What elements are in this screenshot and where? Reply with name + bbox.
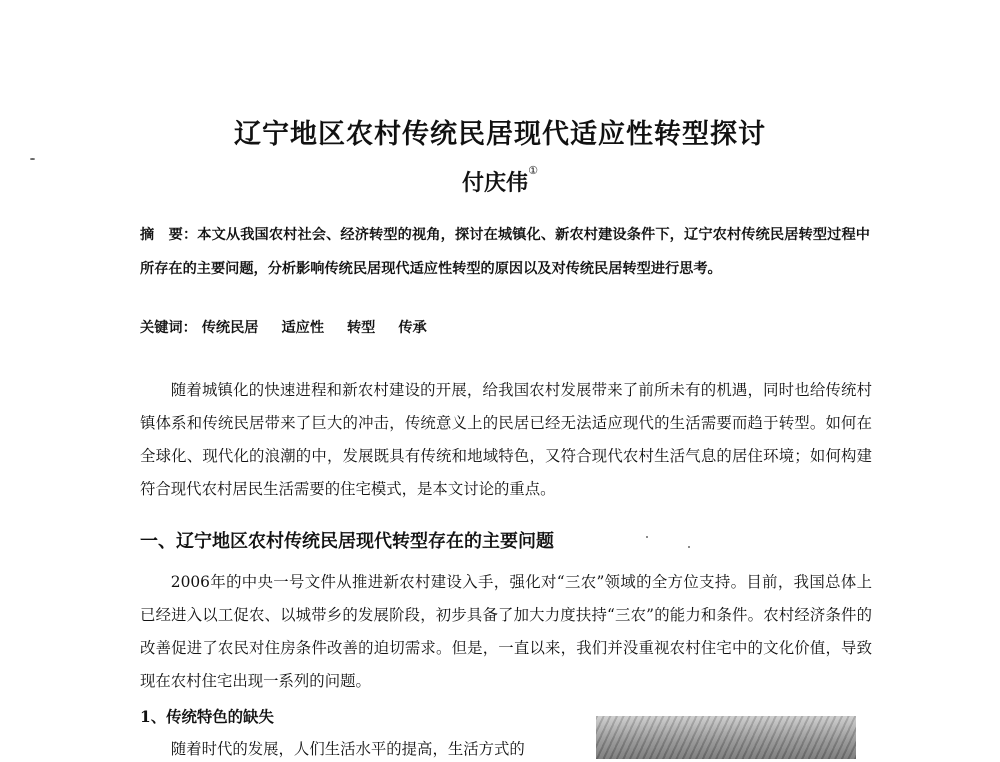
author-line: [0, 166, 1000, 197]
scan-speck: [646, 536, 648, 538]
keyword-item: 适应性: [281, 320, 325, 336]
scan-speck: [688, 546, 690, 548]
section-paragraph: 2006年的中央一号文件从推进新农村建设入手，强化对“三农”领域的全方位支持。目前，我国总体上已经进入以工促农、以城带乡的发展阶段，初步具备了加大力度扶持“三农”的能力和条件。农村经济条件的改善促进了农民对住房条件改善的迫切需求。但是，一直以来，我们并没重视农村住宅中的文化价值，导致现在农村住宅出现一系列的问题。: [140, 573, 872, 690]
keyword-item: 传承: [398, 320, 427, 336]
intro-paragraph: 随着城镇化的快速进程和新农村建设的开展，给我国农村发展带来了前所未有的机遇，同时也给传统村镇体系和传统民居带来了巨大的冲击，传统意义上的民居已经无法适应现代的生活需要而趋于转型。如何在全球化、现代化的浪潮的中，发展既具有传统和地域特色，又符合现代农村生活气息的居住环境；如何构建符合现代农村居民生活需要的住宅模式，是本文讨论的重点。: [140, 381, 872, 498]
abstract: [140, 218, 870, 286]
paper-title: 辽宁地区农村传统民居现代适应性转型探讨: [234, 119, 766, 150]
section-heading: 一、辽宁地区农村传统民居现代转型存在的主要问题: [140, 531, 554, 552]
abstract-label: 摘 要：: [140, 227, 198, 243]
keyword-item: 传统民居: [201, 320, 259, 336]
scan-speck: [30, 158, 35, 160]
author-footnote-mark: ①: [528, 164, 538, 177]
figure-image: [596, 716, 856, 759]
author-name: 付庆伟: [462, 171, 529, 196]
abstract-text: 本文从我国农村社会、经济转型的视角，探讨在城镇化、新农村建设条件下，辽宁农村传统民居转型过程中所存在的主要问题，分析影响传统民居现代适应性转型的原因以及对传统民居转型进行思考。: [140, 227, 870, 277]
keywords-label: 关键词：: [140, 320, 197, 336]
keyword-item: 转型: [346, 320, 376, 336]
subsection-heading: 1、传统特色的缺失: [140, 708, 274, 726]
keywords: [140, 316, 870, 340]
subsection-paragraph: 随着时代的发展，人们生活水平的提高，生活方式的: [170, 740, 525, 758]
